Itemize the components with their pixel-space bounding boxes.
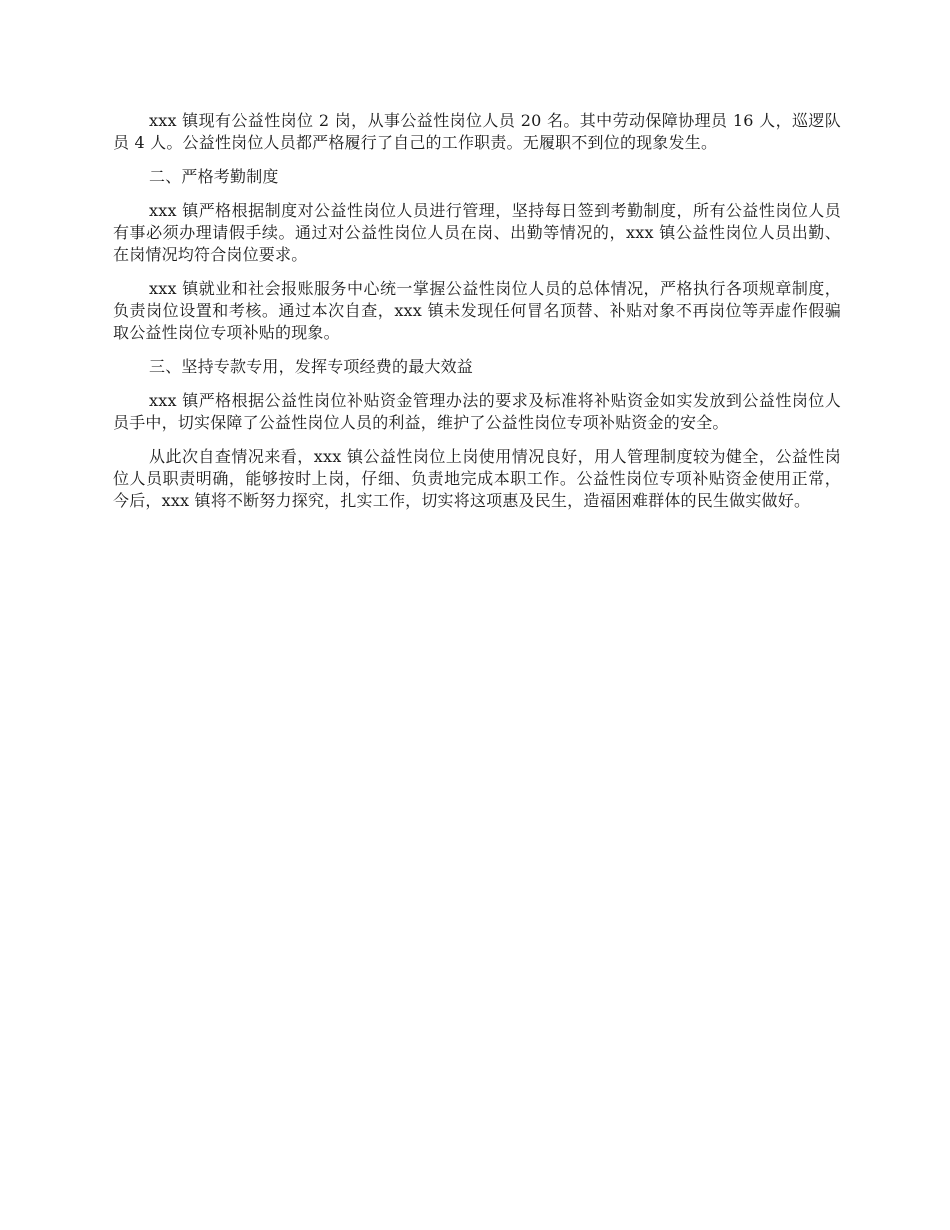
paragraph-staffing: xxx 镇现有公益性岗位 2 岗，从事公益性岗位人员 20 名。其中劳动保障协理员 16 人，巡逻队员 4 人。公益性岗位人员都严格履行了自己的工作职责。无履职不到位的现象发生。 <box>113 111 841 152</box>
section-heading-funds: 三、坚持专款专用，发挥专项经费的最大效益 <box>149 357 474 376</box>
paragraph-service-center: xxx 镇就业和社会报账服务中心统一掌握公益性岗位人员的总体情况，严格执行各项规章制度，负责岗位设置和考核。通过本次自查，xxx 镇未发现任何冒名顶替、补贴对象不再岗位等弄虚作假骗取公益性岗位专项补贴的现象。 <box>113 279 841 342</box>
paragraph-conclusion: 从此次自查情况来看，xxx 镇公益性岗位上岗使用情况良好，用人管理制度较为健全，公益性岗位人员职责明确，能够按时上岗，仔细、负责地完成本职工作。公益性岗位专项补贴资金使用正常，今后，xxx 镇将不断努力探究，扎实工作，切实将这项惠及民生，造福困难群体的民生做实做好。 <box>113 447 841 510</box>
paragraph-subsidy-distribution: xxx 镇严格根据公益性岗位补贴资金管理办法的要求及标准将补贴资金如实发放到公益性岗位人员手中，切实保障了公益性岗位人员的利益，维护了公益性岗位专项补贴资金的安全。 <box>113 391 841 432</box>
paragraph-attendance-management: xxx 镇严格根据制度对公益性岗位人员进行管理，坚持每日签到考勤制度，所有公益性岗位人员有事必须办理请假手续。通过对公益性岗位人员在岗、出勤等情况的，xxx 镇公益性岗位人员出勤、在岗情况均符合岗位要求。 <box>113 201 841 264</box>
section-heading-attendance: 二、严格考勤制度 <box>149 167 279 186</box>
document-page <box>113 110 841 524</box>
